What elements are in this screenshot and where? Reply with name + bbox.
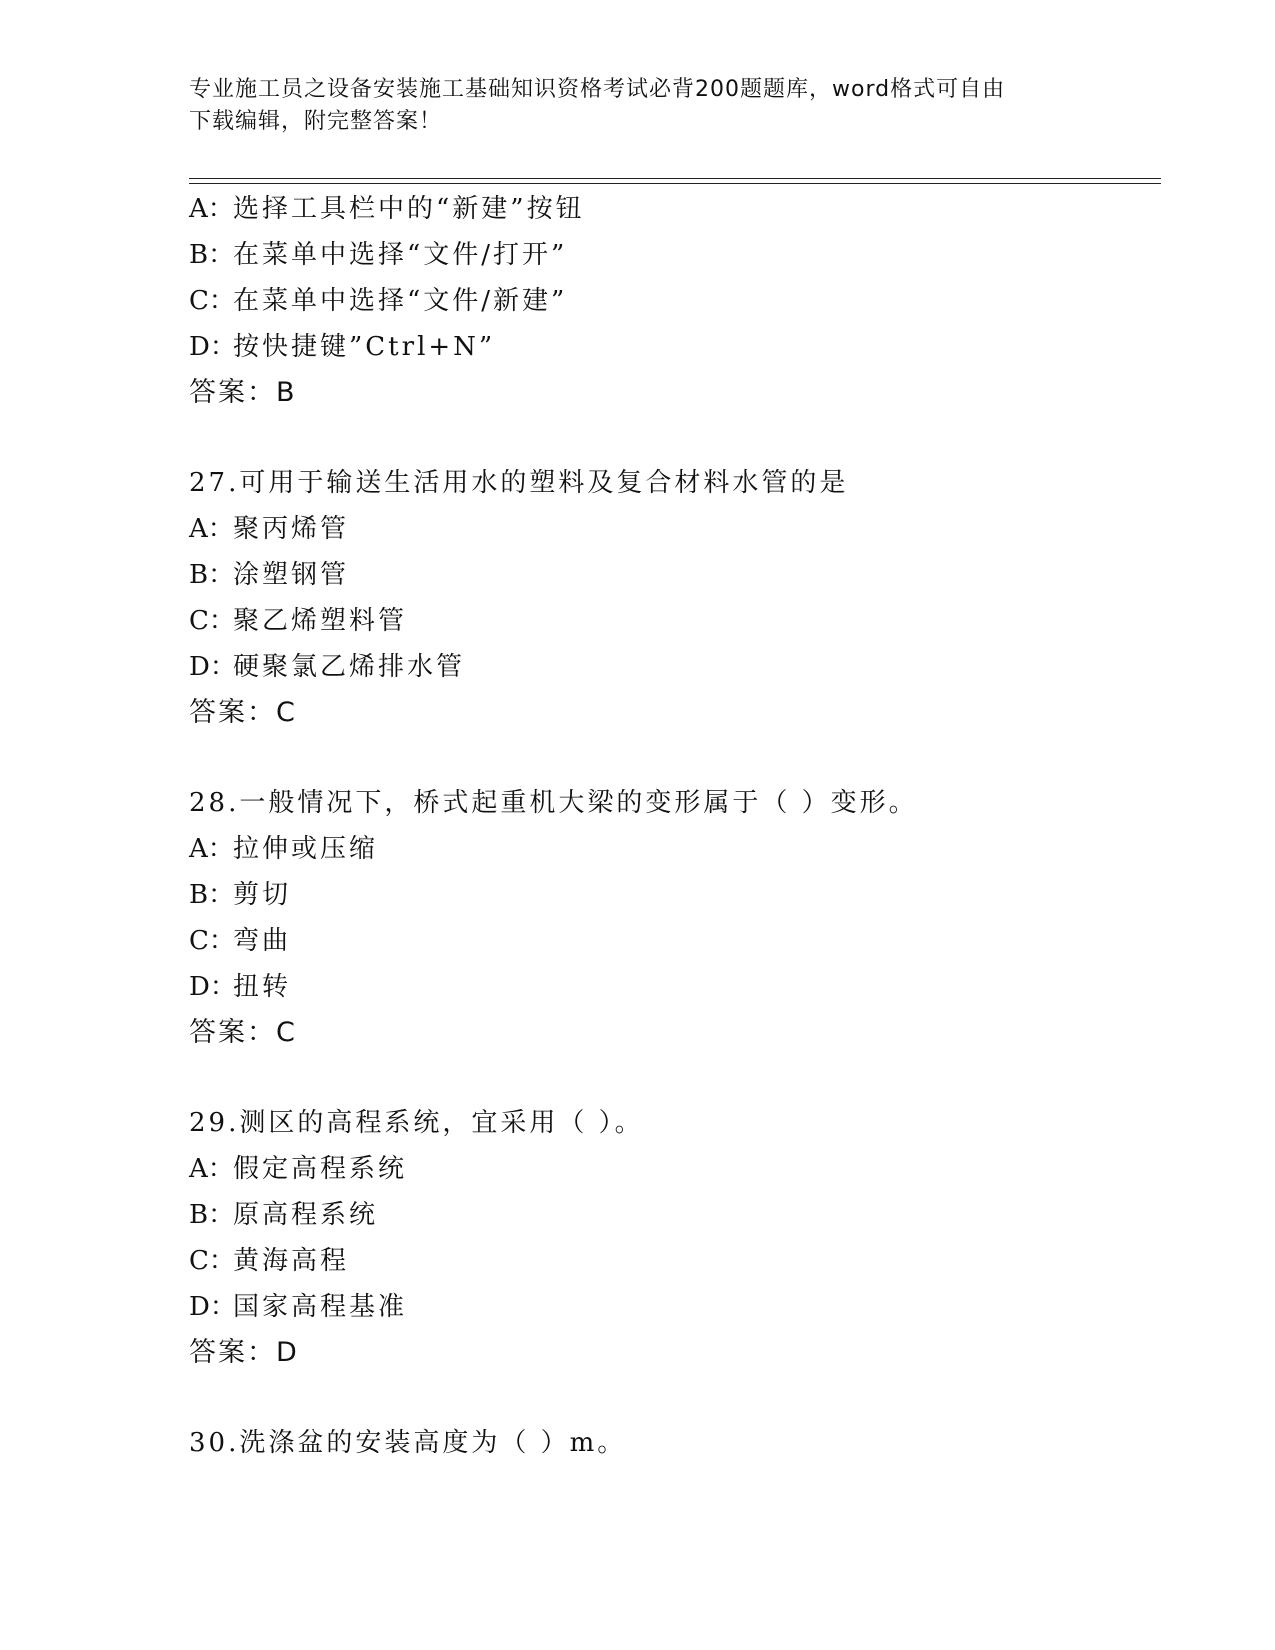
option-d: D：扭转	[189, 972, 292, 1002]
option-d: D：国家高程基准	[189, 1292, 408, 1322]
question-stem: 30.洗涤盆的安装高度为（ ）m。	[189, 1428, 627, 1458]
answer-line: 答案：C	[189, 1017, 297, 1048]
question-stem: 29.测区的高程系统，宜采用（ ）。	[189, 1108, 644, 1138]
header-divider-top	[189, 178, 1161, 179]
option-a: A：聚丙烯管	[189, 514, 350, 544]
option-a: A：选择工具栏中的“新建”按钮	[189, 194, 585, 224]
option-c: C：弯曲	[189, 926, 292, 956]
option-b: B：在菜单中选择“文件/打开”	[189, 240, 568, 270]
option-a: A：假定高程系统	[189, 1154, 408, 1184]
answer-line: 答案：B	[189, 377, 297, 408]
option-b: B：原高程系统	[189, 1200, 379, 1230]
option-b: B：涂塑钢管	[189, 560, 350, 590]
document-header	[189, 74, 1089, 138]
question-26	[189, 186, 1149, 416]
question-28	[189, 780, 1149, 1056]
header-line-2: 下载编辑，附完整答案！	[189, 109, 443, 134]
option-d: D：按快捷键”Ctrl+N”	[189, 332, 496, 362]
question-29	[189, 1100, 1149, 1376]
option-a: A：拉伸或压缩	[189, 834, 379, 864]
question-stem: 27.可用于输送生活用水的塑料及复合材料水管的是	[189, 468, 849, 498]
header-line-1: 专业施工员之设备安装施工基础知识资格考试必背200题题库，word格式可自由	[189, 77, 1006, 102]
header-divider-bottom	[189, 183, 1161, 184]
option-c: C：聚乙烯塑料管	[189, 606, 408, 636]
question-stem: 28.一般情况下，桥式起重机大梁的变形属于（ ）变形。	[189, 788, 918, 818]
answer-line: 答案：D	[189, 1337, 299, 1368]
option-c: C：在菜单中选择“文件/新建”	[189, 286, 568, 316]
question-30	[189, 1420, 1149, 1466]
question-27	[189, 460, 1149, 736]
option-c: C：黄海高程	[189, 1246, 350, 1276]
option-d: D：硬聚氯乙烯排水管	[189, 652, 466, 682]
option-b: B：剪切	[189, 880, 292, 910]
answer-line: 答案：C	[189, 697, 297, 728]
